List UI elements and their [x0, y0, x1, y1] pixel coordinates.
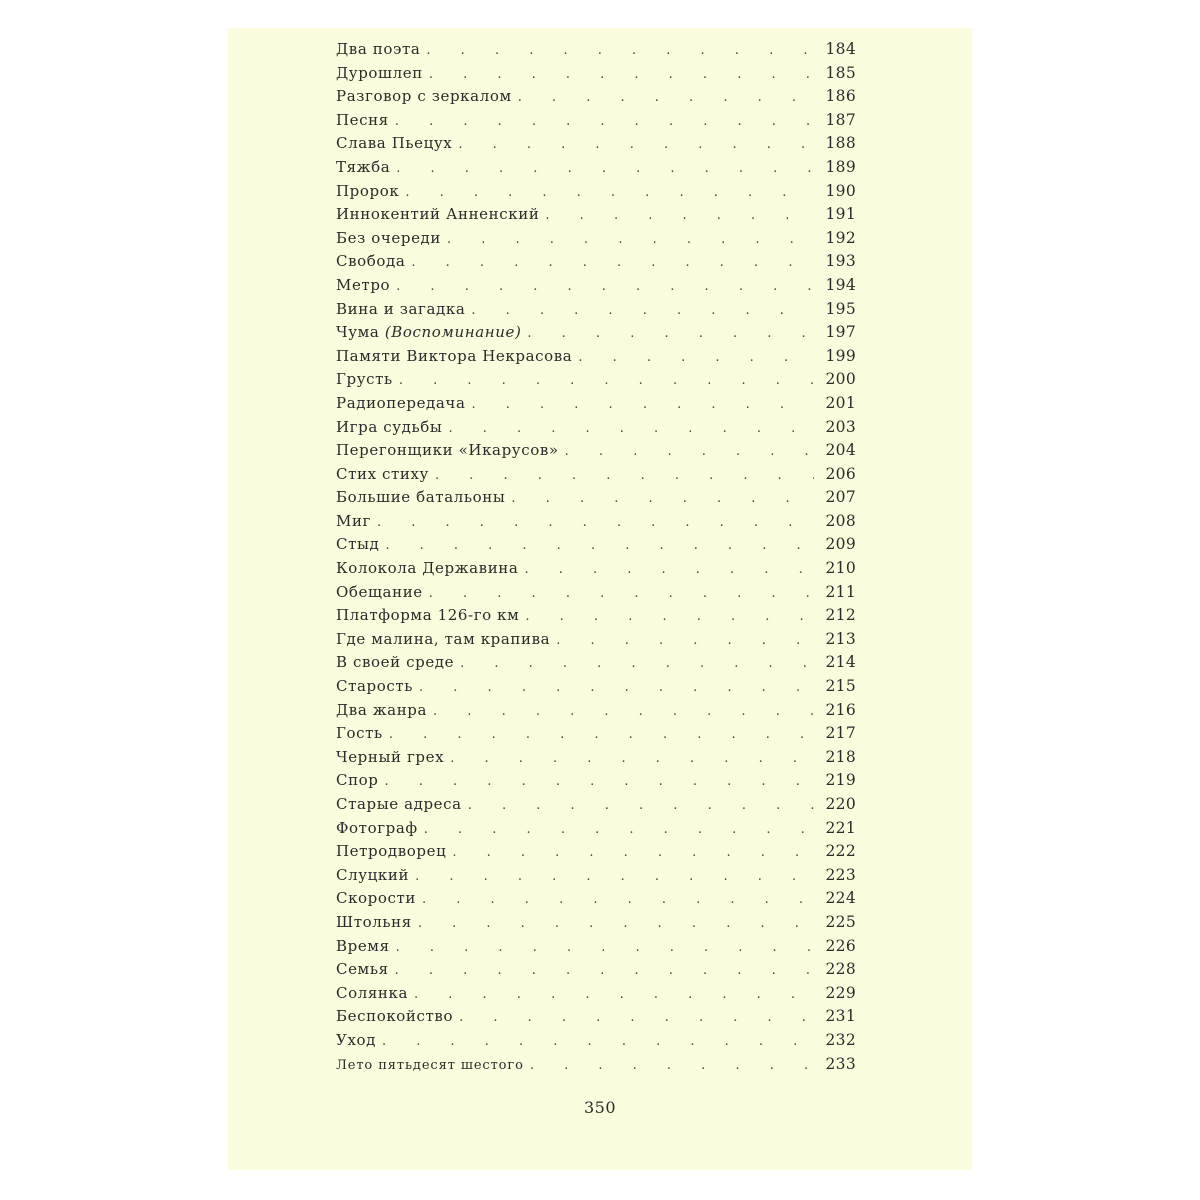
- toc-entry-title-text: Старые адреса: [336, 795, 462, 813]
- toc-entry: [336, 913, 856, 937]
- toc-entry-title: [336, 866, 409, 884]
- toc-entry-page: 190: [825, 181, 856, 200]
- toc-entry-title: [336, 394, 466, 412]
- toc-entry-page: 187: [825, 110, 856, 129]
- toc-entry: [336, 653, 856, 677]
- toc-entry-title: [336, 512, 371, 530]
- toc-entry-page: 210: [825, 559, 856, 578]
- toc-entry-title: [336, 937, 390, 955]
- toc-entry-title: [336, 960, 389, 978]
- toc-entry: [336, 418, 856, 442]
- toc-entry-title: [336, 111, 389, 129]
- toc-entry-title-text: Чума: [336, 323, 380, 342]
- toc-entry: [336, 465, 856, 489]
- toc-entry-title: [336, 229, 441, 247]
- toc-entry-title: [336, 724, 383, 742]
- toc-entry-title: [336, 1058, 524, 1073]
- toc-entry-title: [336, 984, 408, 1002]
- toc-entry-title-text: Без очереди: [336, 228, 441, 247]
- toc-entry: [336, 937, 856, 961]
- toc-entry-title-text: Петродворец: [336, 842, 447, 861]
- dot-leader: [565, 444, 814, 459]
- toc-entry-title-text: Солянка: [336, 983, 409, 1002]
- toc-entry: [336, 1007, 856, 1031]
- toc-entry-page: 194: [825, 275, 856, 294]
- toc-entry-title-text: Слава Пьецух: [336, 134, 453, 153]
- toc-entry-page: 207: [825, 488, 856, 507]
- toc-entry-title-text: Скорости: [336, 889, 417, 908]
- toc-entry-page: 191: [825, 205, 856, 224]
- dot-leader: [471, 303, 814, 318]
- toc-entry-title: [336, 158, 390, 176]
- dot-leader: [395, 963, 814, 978]
- toc-entry: [336, 111, 856, 135]
- dot-leader: [396, 940, 814, 955]
- toc-entry-title: [336, 819, 418, 837]
- toc-entry-title-text: Где малина, там крапива: [336, 629, 551, 648]
- toc-entry-title-text: Иннокентий Анненский: [336, 205, 540, 224]
- toc-entry-title-text: Миг: [336, 511, 372, 530]
- toc-entry-page: 186: [825, 87, 856, 106]
- toc-entry-title: [336, 535, 379, 553]
- toc-entry-title: [336, 748, 444, 766]
- toc-entry-title: [336, 300, 465, 318]
- toc-entry-page: 201: [825, 393, 856, 412]
- toc-entry-title: [336, 889, 416, 907]
- dot-leader: [511, 491, 814, 506]
- toc-entry: [336, 134, 856, 158]
- toc-entry: [336, 323, 856, 347]
- toc-entry: [336, 535, 856, 559]
- toc-entry-title-text: Пророк: [336, 181, 400, 200]
- toc-entry-title-text: Семья: [336, 960, 389, 979]
- toc-entry-title: [336, 842, 446, 860]
- dot-leader: [389, 727, 814, 742]
- dot-leader: [396, 161, 814, 176]
- dot-leader: [385, 774, 814, 789]
- toc-entry-title: [336, 370, 393, 388]
- dot-leader: [418, 916, 814, 931]
- toc-entry-title-text: Стих стиху: [336, 464, 429, 483]
- toc-entry-title-text: Уход: [336, 1030, 376, 1049]
- toc-entry-title-text: Лето пятьдесят шестого: [336, 1057, 524, 1073]
- toc-entry-title-text: Слуцкий: [336, 865, 410, 884]
- toc-entry-title-text: Тяжба: [336, 157, 391, 176]
- toc-entry-title-text: Два жанра: [336, 700, 428, 719]
- toc-entry-title: [336, 205, 539, 223]
- toc-entry-page: 219: [825, 771, 856, 790]
- dot-leader: [450, 751, 814, 766]
- dot-leader: [433, 704, 814, 719]
- toc-entry-title: [336, 418, 442, 436]
- toc-entry: [336, 1055, 856, 1079]
- dot-leader: [396, 279, 814, 294]
- toc-entry: [336, 677, 856, 701]
- toc-entry-page: 189: [825, 157, 856, 176]
- toc-entry: [336, 347, 856, 371]
- toc-entry-title-text: Черный грех: [336, 747, 445, 766]
- toc-entry-title-text: Платформа 126-го км: [336, 606, 520, 625]
- toc-entry-title-text: Стыд: [336, 535, 380, 554]
- toc-entry-page: 231: [825, 1007, 856, 1026]
- toc-entry-title: [336, 630, 550, 648]
- dot-leader: [424, 822, 814, 837]
- toc-entry: [336, 1031, 856, 1055]
- toc-entry: [336, 583, 856, 607]
- toc-entry: [336, 64, 856, 88]
- page-number: 350: [583, 1098, 617, 1117]
- toc-entry: [336, 889, 856, 913]
- toc-entry-page: 223: [825, 865, 856, 884]
- toc-entry-page: 233: [825, 1054, 856, 1073]
- toc-entry-title: [336, 795, 462, 813]
- toc-entry-page: 209: [825, 535, 856, 554]
- toc-entry: [336, 771, 856, 795]
- toc-entry-page: 217: [825, 724, 856, 743]
- toc-entry-page: 185: [825, 63, 856, 82]
- toc-entry: [336, 300, 856, 324]
- toc-entry-title-text: Вина и загадка: [336, 299, 466, 318]
- toc-entry-page: 215: [825, 677, 856, 696]
- toc-entry: [336, 630, 856, 654]
- toc-entry: [336, 276, 856, 300]
- dot-leader: [435, 468, 814, 483]
- dot-leader: [414, 987, 814, 1002]
- toc-entry-title-text: Большие батальоны: [336, 488, 506, 507]
- dot-leader: [524, 562, 814, 577]
- toc-entry-page: 214: [825, 653, 856, 672]
- toc-entry: [336, 512, 856, 536]
- dot-leader: [429, 67, 814, 82]
- dot-leader: [460, 656, 814, 671]
- toc-entry-title-text: Время: [336, 936, 390, 955]
- toc-entry-title-text: Перегонщики «Икарусов»: [336, 441, 559, 460]
- toc-entry: [336, 724, 856, 748]
- dot-leader: [472, 397, 815, 412]
- toc-entry-page: 208: [825, 511, 856, 530]
- toc-entry-title-text: Разговор с зеркалом: [336, 87, 512, 106]
- toc-entry-title: [336, 913, 412, 931]
- dot-leader: [419, 680, 814, 695]
- toc-entry: [336, 984, 856, 1008]
- toc-entry-title: [336, 1007, 453, 1025]
- toc-entry-page: 228: [825, 960, 856, 979]
- toc-entry-title: [336, 653, 454, 671]
- dot-leader: [448, 421, 814, 436]
- dot-leader: [578, 350, 814, 365]
- toc-entry-page: 195: [825, 299, 856, 318]
- toc-entry-title: [336, 488, 505, 506]
- toc-entry-page: 192: [825, 228, 856, 247]
- dot-leader: [525, 609, 814, 624]
- toc-entry: [336, 40, 856, 64]
- toc-entry-page: 206: [825, 464, 856, 483]
- toc-entry: [336, 229, 856, 253]
- toc-entry-page: 200: [825, 370, 856, 389]
- toc-entry-page: 203: [825, 417, 856, 436]
- toc-entry: [336, 158, 856, 182]
- toc-entry-page: 232: [825, 1030, 856, 1049]
- toc-entry: [336, 488, 856, 512]
- toc-entry-title-text: Фотограф: [336, 818, 418, 837]
- toc-entry-title-text: Штольня: [336, 912, 412, 931]
- dot-leader: [458, 137, 814, 152]
- toc-entry-title-text: Радиопередача: [336, 393, 466, 412]
- book-page: [228, 28, 972, 1170]
- toc-entry-title: [336, 40, 420, 58]
- toc-entry-subtitle: (Воспоминание): [384, 323, 522, 342]
- toc-entry-title-text: Песня: [336, 110, 389, 129]
- dot-leader: [447, 232, 814, 247]
- toc-entry: [336, 559, 856, 583]
- toc-entry: [336, 370, 856, 394]
- toc-entry-page: 193: [825, 252, 856, 271]
- toc-entry-title-text: Дурошлеп: [336, 63, 423, 82]
- toc-entry-title-text: Гость: [336, 724, 383, 743]
- toc-entry-title: [336, 701, 427, 719]
- toc-entry-title: [336, 134, 452, 152]
- toc-entry-title: [336, 441, 559, 459]
- dot-leader: [415, 869, 814, 884]
- toc-entry-title: [336, 64, 423, 82]
- toc-entry-title-text: Два поэта: [336, 40, 421, 58]
- toc-entry-title-text: Беспокойство: [336, 1007, 454, 1026]
- toc-entry: [336, 819, 856, 843]
- toc-entry: [336, 701, 856, 725]
- toc-entry: [336, 205, 856, 229]
- toc-entry-page: 197: [825, 323, 856, 342]
- dot-leader: [518, 90, 814, 105]
- toc-entry-title: [336, 182, 399, 200]
- toc-entry-page: 222: [825, 842, 856, 861]
- toc-entry-page: 211: [825, 582, 856, 601]
- toc-entry: [336, 842, 856, 866]
- toc-entry-title-text: Грусть: [336, 370, 393, 389]
- dot-leader: [395, 114, 814, 129]
- toc-entry-title-text: Обещание: [336, 582, 423, 601]
- dot-leader: [422, 892, 814, 907]
- toc-entry-title-text: Колокола Державина: [336, 559, 519, 578]
- dot-leader: [405, 185, 814, 200]
- toc-entry-page: 226: [825, 936, 856, 955]
- toc-entry: [336, 748, 856, 772]
- table-of-contents: [336, 40, 856, 1078]
- toc-entry: [336, 795, 856, 819]
- toc-entry: [336, 441, 856, 465]
- toc-entry-page: 218: [825, 747, 856, 766]
- toc-entry-title: [336, 347, 572, 365]
- toc-entry-title: [336, 465, 429, 483]
- dot-leader: [377, 515, 814, 530]
- toc-entry-page: 213: [825, 629, 856, 648]
- dot-leader: [429, 586, 814, 601]
- toc-entry-page: 184: [825, 40, 856, 58]
- dot-leader: [385, 538, 814, 553]
- toc-entry-page: 216: [825, 700, 856, 719]
- toc-entry: [336, 866, 856, 890]
- toc-entry-title-text: В своей среде: [336, 653, 455, 672]
- dot-leader: [530, 1058, 814, 1073]
- dot-leader: [468, 798, 814, 813]
- dot-leader: [452, 845, 814, 860]
- toc-entry-page: 224: [825, 889, 856, 908]
- toc-entry-title-text: Метро: [336, 275, 391, 294]
- dot-leader: [399, 373, 814, 388]
- toc-entry-page: 188: [825, 134, 856, 153]
- toc-entry-page: 204: [825, 441, 856, 460]
- toc-entry-title-text: Игра судьбы: [336, 417, 443, 436]
- toc-entry: [336, 394, 856, 418]
- toc-entry-title: [336, 252, 405, 270]
- toc-entry-title-text: Свобода: [336, 252, 406, 271]
- toc-entry-page: 225: [825, 912, 856, 931]
- toc-entry: [336, 960, 856, 984]
- toc-entry-page: 212: [825, 606, 856, 625]
- toc-entry-title: [336, 87, 512, 105]
- toc-entry-title: [336, 606, 519, 624]
- toc-entry: [336, 252, 856, 276]
- toc-entry-title-text: Памяти Виктора Некрасова: [336, 346, 573, 365]
- toc-entry-title: [336, 771, 379, 789]
- toc-entry-page: 221: [825, 818, 856, 837]
- toc-entry-title-text: Спор: [336, 771, 379, 790]
- toc-entry: [336, 87, 856, 111]
- dot-leader: [527, 326, 814, 341]
- toc-entry-title: [336, 276, 390, 294]
- toc-entry-page: 220: [825, 795, 856, 813]
- dot-leader: [426, 43, 814, 58]
- dot-leader: [411, 255, 814, 270]
- toc-entry-title-text: Старость: [336, 677, 414, 696]
- toc-entry-page: 229: [825, 983, 856, 1002]
- toc-entry-title: [336, 323, 521, 341]
- toc-entry: [336, 606, 856, 630]
- toc-entry-title: [336, 559, 518, 577]
- toc-entry-title: [336, 1031, 376, 1049]
- dot-leader: [556, 633, 814, 648]
- toc-entry-title: [336, 583, 423, 601]
- toc-entry-page: 199: [825, 346, 856, 365]
- dot-leader: [459, 1010, 814, 1025]
- toc-entry: [336, 182, 856, 206]
- dot-leader: [382, 1034, 814, 1049]
- toc-entry-title: [336, 677, 413, 695]
- dot-leader: [545, 208, 814, 223]
